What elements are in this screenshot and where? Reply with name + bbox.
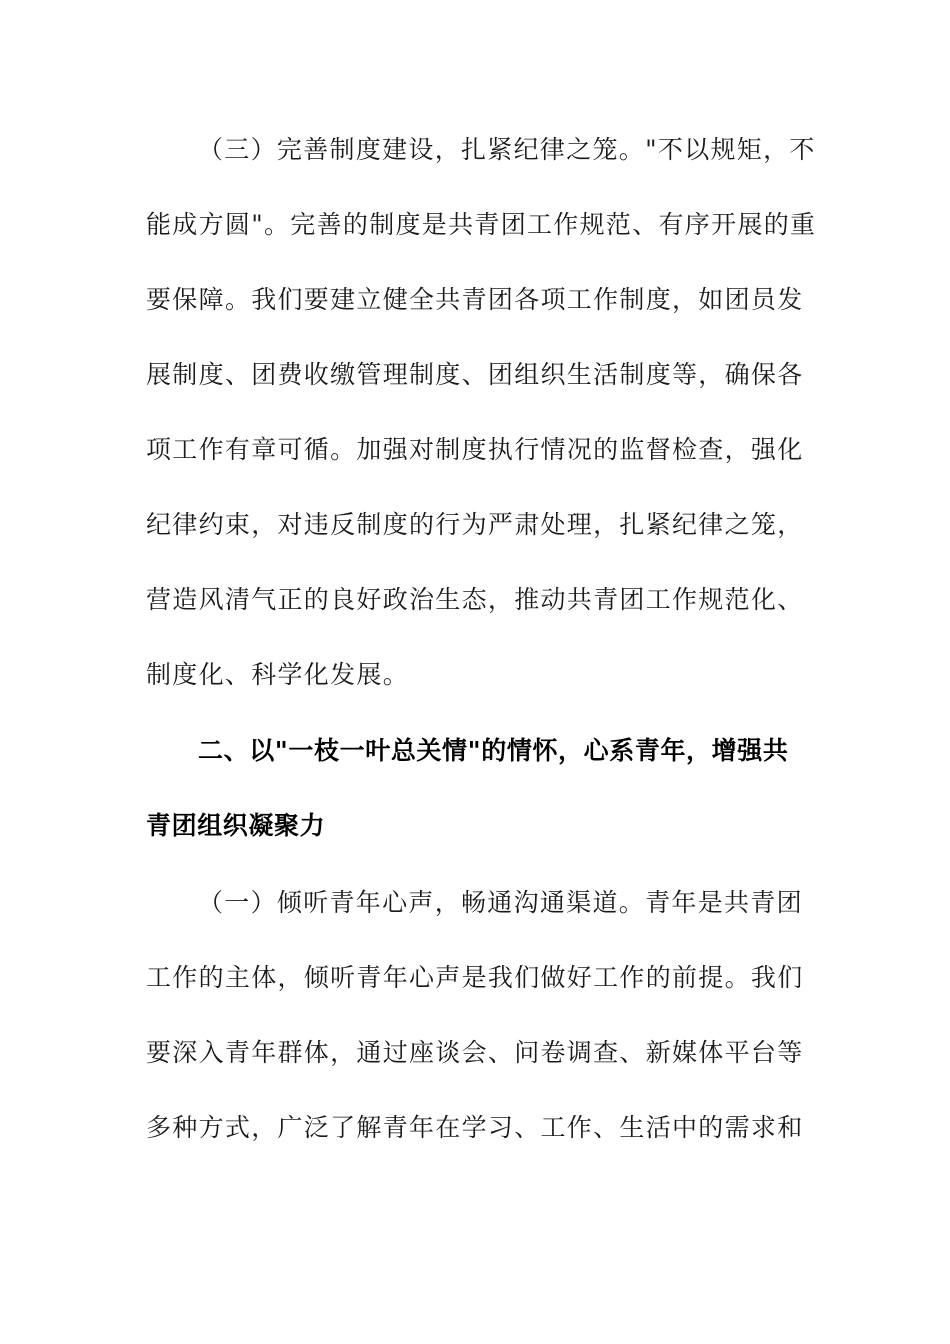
- paragraph-line: 项工作有章可循。加强对制度执行情况的监督检查，强化: [146, 435, 804, 464]
- paragraph-line: （三）完善制度建设，扎紧纪律之笼。"不以规矩，不: [198, 135, 816, 164]
- paragraph-line: 要深入青年群体，通过座谈会、问卷调查、新媒体平台等: [146, 1038, 804, 1067]
- paragraph-line: 多种方式，广泛了解青年在学习、工作、生活中的需求和: [146, 1113, 804, 1142]
- paragraph-line: 纪律约束，对违反制度的行为严肃处理，扎紧纪律之笼，: [146, 510, 804, 539]
- section-heading: 二、以"一枝一叶总关情"的情怀，心系青年，增强共: [198, 736, 789, 765]
- paragraph-line: 制度化、科学化发展。: [146, 660, 410, 689]
- paragraph-line: 营造风清气正的良好政治生态，推动共青团工作规范化、: [146, 585, 804, 614]
- paragraph-line: 要保障。我们要建立健全共青团各项工作制度，如团员发: [146, 285, 804, 314]
- paragraph-line: 工作的主体，倾听青年心声是我们做好工作的前提。我们: [146, 963, 804, 992]
- section-heading: 青团组织凝聚力: [146, 811, 326, 840]
- paragraph-line: 能成方圆"。完善的制度是共青团工作规范、有序开展的重: [146, 210, 817, 239]
- paragraph-line: 展制度、团费收缴管理制度、团组织生活制度等，确保各: [146, 360, 804, 389]
- paragraph-line: （一）倾听青年心声，畅通沟通渠道。青年是共青团: [198, 888, 803, 917]
